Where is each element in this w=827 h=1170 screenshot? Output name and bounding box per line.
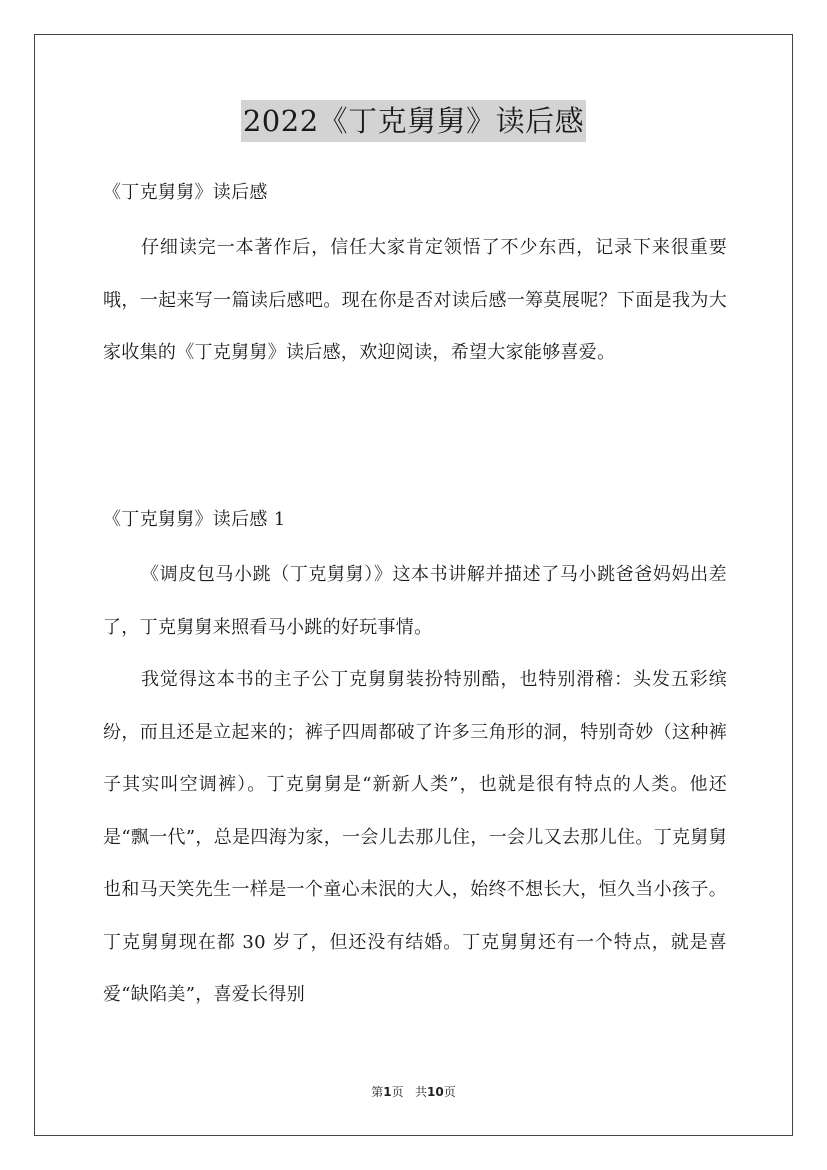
title-container bbox=[0, 100, 827, 142]
page-footer bbox=[0, 1083, 827, 1100]
section-heading-1: 《丁克舅舅》读后感 1 bbox=[103, 509, 286, 530]
page-label-prefix: 第 bbox=[371, 1085, 384, 1099]
intro-paragraph: 仔细读完一本著作后，信任大家肯定领悟了不少东西，记录下来很重要哦，一起来写一篇读后感吧。现在你是否对读后感一筹莫展呢？下面是我为大家收集的《丁克舅舅》读后感，欢迎阅读，希望大家能够喜爱。 bbox=[103, 237, 727, 363]
document-title: 2022《丁克舅舅》读后感 bbox=[241, 100, 586, 142]
total-pages: 10 bbox=[427, 1085, 444, 1099]
section-heading-main: 《丁克舅舅》读后感 bbox=[103, 182, 268, 203]
page-label-suffix: 页 bbox=[443, 1085, 456, 1099]
page-number: 1 bbox=[383, 1085, 392, 1099]
paragraph-2: 我觉得这本书的主子公丁克舅舅装扮特别酷，也特别滑稽：头发五彩缤纷，而且还是立起来的；裤子四周都破了许多三角形的洞，特别奇妙（这种裤子其实叫空调裤）。丁克舅舅是“新新人类”，也就是很有特点的人类。他还是“飘一代”，总是四海为家，一会儿去那儿住，一会儿又去那儿住。丁克舅舅也和马天笑先生一样是一个童心未泯的大人，始终不想长大，恒久当小孩子。丁克舅舅现在都 30 岁了，但还没有结婚。丁克舅舅还有一个特点，就是喜爱“缺陷美”，喜爱长得别 bbox=[103, 669, 727, 1005]
page-label-mid: 页 共 bbox=[391, 1085, 428, 1099]
paragraph-1: 《调皮包马小跳（丁克舅舅）》这本书讲解并描述了马小跳爸爸妈妈出差了，丁克舅舅来照看马小跳的好玩事情。 bbox=[103, 564, 727, 638]
